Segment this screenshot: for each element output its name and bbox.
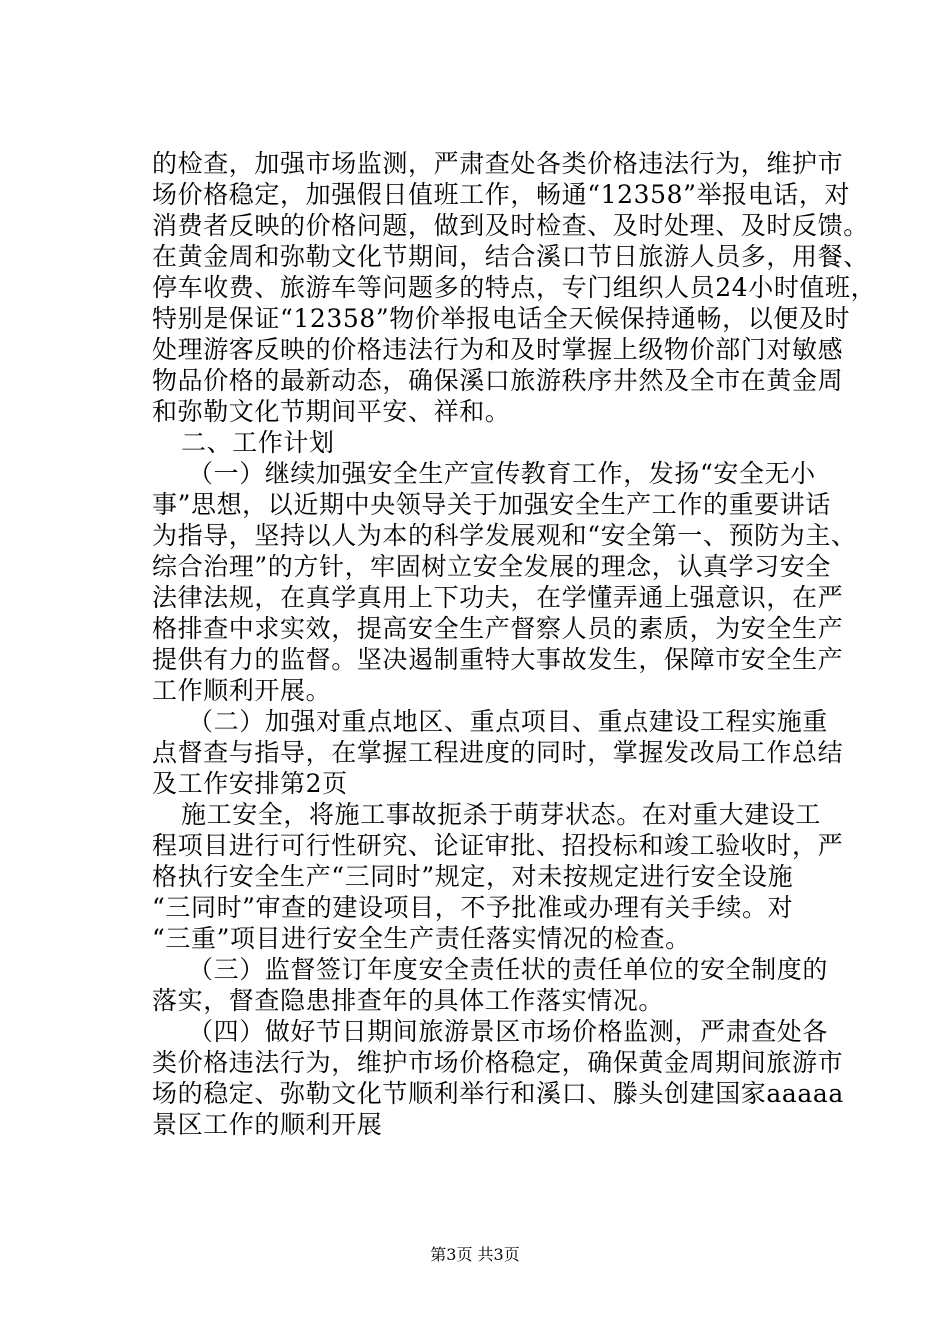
text-line: （四）做好节日期间旅游景区市场价格监测，严肃查处各 (188, 1017, 829, 1046)
text-line: 场的稳定、弥勒文化节顺利举行和溪口、滕头创建国家aaaaa (152, 1079, 844, 1108)
text-line: 事”思想，以近期中央领导关于加强安全生产工作的重要讲话 (152, 490, 831, 519)
text-line: 处理游客反映的价格违法行为和及时掌握上级物价部门对敏感 (152, 335, 844, 364)
text-line: 的检查，加强市场监测，严肃查处各类价格违法行为，维护市 (152, 149, 844, 178)
text-line: 格排查中求实效，提高安全生产督察人员的素质，为安全生产 (152, 614, 844, 643)
text-line: 及工作安排第2页 (152, 769, 348, 798)
text-line: （三）监督签订年度安全责任状的责任单位的安全制度的 (188, 955, 829, 984)
text-line: 场价格稳定，加强假日值班工作，畅通“12358”举报电话，对 (152, 180, 851, 209)
text-line: （一）继续加强安全生产宣传教育工作，发扬“安全无小 (188, 459, 816, 488)
text-line: 在黄金周和弥勒文化节期间，结合溪口节日旅游人员多，用餐、 (152, 242, 869, 271)
text-line: （二）加强对重点地区、重点项目、重点建设工程实施重 (188, 707, 829, 736)
text-line: 为指导，坚持以人为本的科学发展观和“安全第一、预防为主、 (152, 521, 857, 550)
text-line: 法律法规，在真学真用上下功夫，在学懂弄通上强意识，在严 (152, 583, 844, 612)
text-line: 施工安全，将施工事故扼杀于萌芽状态。在对重大建设工 (181, 800, 822, 829)
text-line: 格执行安全生产“三同时”规定，对未按规定进行安全设施 (152, 862, 794, 891)
text-line: “三重”项目进行安全生产责任落实情况的检查。 (152, 924, 691, 953)
text-line: 综合治理”的方针，牢固树立安全发展的理念，认真学习安全 (152, 552, 831, 581)
text-line: 物品价格的最新动态，确保溪口旅游秩序井然及全市在黄金周 (152, 366, 844, 395)
text-line: 消费者反映的价格问题，做到及时检查、及时处理、及时反馈。 (152, 211, 869, 240)
text-line: 点督查与指导，在掌握工程进度的同时，掌握发改局工作总结 (152, 738, 844, 767)
text-line: 景区工作的顺利开展 (152, 1110, 383, 1139)
text-line: 提供有力的监督。坚决遏制重特大事故发生，保障市安全生产 (152, 645, 844, 674)
section-heading: 二、工作计划 (181, 428, 335, 457)
text-line: 停车收费、旅游车等问题多的特点，专门组织人员24小时值班， (152, 273, 877, 302)
text-line: 程项目进行可行性研究、论证审批、招投标和竣工验收时，严 (152, 831, 844, 860)
text-line: 工作顺利开展。 (152, 676, 332, 705)
page-number-footer: 第3页 共3页 (430, 1245, 520, 1264)
text-line: “三同时”审查的建设项目，不予批准或办理有关手续。对 (152, 893, 794, 922)
text-line: 落实，督查隐患排查年的具体工作落实情况。 (152, 986, 665, 1015)
document-body (152, 148, 877, 1140)
text-line: 和弥勒文化节期间平安、祥和。 (152, 397, 511, 426)
text-line: 特别是保证“12358”物价举报电话全天候保持通畅，以便及时 (152, 304, 851, 333)
text-line: 类价格违法行为，维护市场价格稳定，确保黄金周期间旅游市 (152, 1048, 844, 1077)
